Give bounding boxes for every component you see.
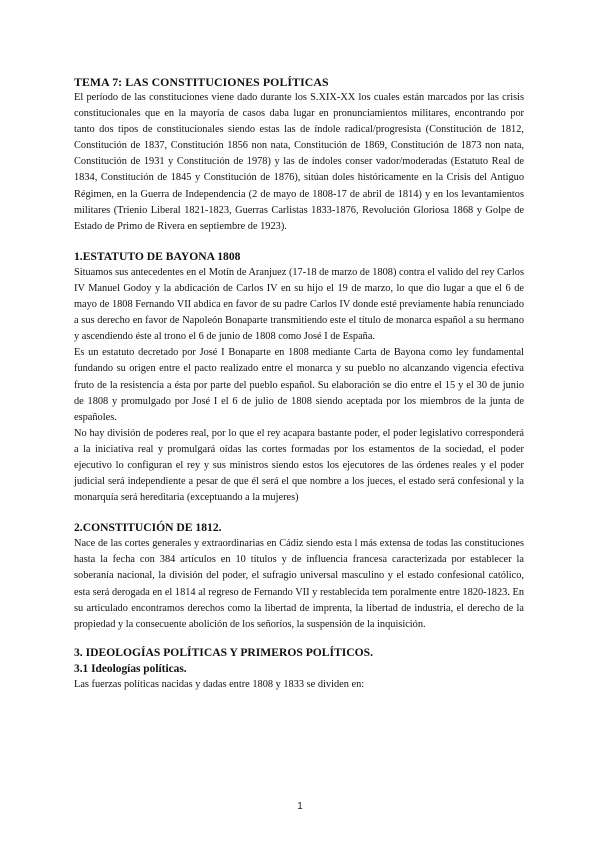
spacer	[74, 633, 524, 645]
paragraph: Nace de las cortes generales y extraordinarias en Cádiz siendo esta l más extensa de todas las constituciones hasta la fecha con 384 artículos en 10 títulos y de influencia francesa caracterizada por establecer la soberanía nacional, la división del poder, el sufragio universal masculino y el estado confesional católico, esta será derogada en el 1814 al regreso de Fernando VII y restablecida tem poralmente entre 1820-1823. En su articulado encontramos derechos como la libertad de imprenta, la libertad de industria, el derecho de la propiedad y la consecuente abolición de los señoríos, la suspensión de la inquisición.	[74, 538, 524, 630]
section-heading-estatuto-bayona: 1.ESTATUTO DE BAYONA 1808	[74, 249, 241, 263]
paragraph: No hay división de poderes real, por lo que el rey acapara bastante poder, el poder legislativo corresponderá a la iniciativa real y promulgará oídas las cortes formadas por los estamentos de la sociedad, el poder ejecutivo lo configuran el rey y sus ministros siendo estos los ejecutores de las órdenes reales y el poder judicial será independiente a pesar de que él será el que nombre a los jueces, el estado será confesional y la monarquía será hereditaria (exceptuando a la mujeres)	[74, 427, 524, 504]
document-title: TEMA 7: LAS CONSTITUCIONES POLÍTICAS	[74, 75, 329, 89]
paragraph: Las fuerzas políticas nacidas y dadas entre 1808 y 1833 se dividen en:	[74, 678, 365, 690]
section-heading-constitucion-1812: 2.CONSTITUCIÓN DE 1812.	[74, 521, 222, 535]
spacer	[74, 506, 524, 520]
section-heading-ideologias: 3. IDEOLOGÍAS POLÍTICAS Y PRIMEROS POLÍTICOS.	[74, 645, 374, 659]
subsection-heading: 3.1 Ideologías políticas.	[74, 662, 187, 675]
spacer	[74, 235, 524, 249]
paragraph: Situamos sus antecedentes en el Motín de Aranjuez (17-18 de marzo de 1808) contra el valido del rey Carlos IV Manuel Godoy y la abdicación de Carlos IV en su hijo el 19 de marzo, lo que dio lugar a que el 6 de mayo de 1808 Fernando VII abdica en favor de su padre Carlos IV donde esté previamente había renunciado a sus derecho en favor de Napoleón Bonaparte transmitiendo este el título de monarca español a su hermano y ascendiendo éste al trono el 6 de junio de 1808 como José I de España.	[74, 266, 524, 343]
intro-paragraph: El período de las constituciones viene dado durante los S.XIX-XX los cuales están marcados por las crisis constitucionales que en la mayoría de casos daba lugar en pronunciamientos militares, encontrando por tanto dos tipos de constitucionales siendo estas las de índole radical/progresista (Constitución de 1812, Constitución de 1837, Constitución 1856 non nata, Constitución de 1869, Constitución de 1873 non nata, Constitución de 1931 y Constitución de 1978) y las de índoles conser vador/moderadas (Estatuto Real de 1834, Constitución de 1845 y Constitución de 1876), sitúan doles históricamente en la Crisis del Antiguo Régimen, en la Guerra de Independencia (2 de mayo de 1808-17 de abril de 1814) y en los levantamientos militares (Trienio Liberal 1821-1823, Guerras Carlistas 1833-1876, Revolución Gloriosa 1868 y Golpe de Estado de Primo de Rivera en septiembre de 1923).	[74, 92, 524, 232]
paragraph: Es un estatuto decretado por José I Bonaparte en 1808 mediante Carta de Bayona como ley fundamental fundando su origen entre el pacto realizado entre el monarca y su pueblo no alcanzando vigencia efectiva fruto de la resistencia a ésta por parte del pueblo español. Su elaboración se dio entre el 15 y el 30 de junio de 1808 y promulgado por José I el 6 de julio de 1808 siendo aceptada por los miembros de la junta de españoles.	[74, 347, 524, 423]
document-body	[74, 74, 524, 693]
page-number: 1	[297, 801, 303, 812]
